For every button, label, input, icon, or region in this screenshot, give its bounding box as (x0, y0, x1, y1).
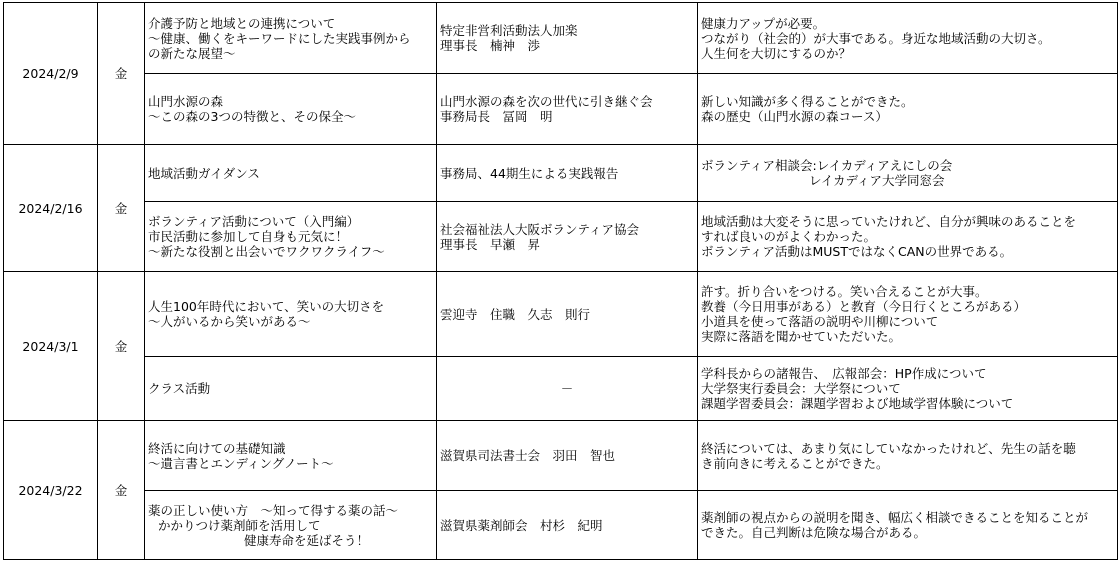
table-row (4, 421, 1118, 491)
topic-cell (145, 357, 437, 421)
topic-line: ～遺言書とエンディングノート～ (148, 455, 334, 471)
topic-line: 介護予防と地域との連携について (148, 15, 336, 31)
speaker-cell (437, 3, 698, 74)
notes-cell (698, 145, 1118, 202)
topic-line: ～人がいるから笑いがある～ (148, 314, 311, 329)
topic-line: 山門水源の森 (148, 94, 224, 109)
table-row (4, 272, 1118, 357)
topic-line: ～新たな役割と出会いでワクワクライフ～ (148, 244, 385, 259)
notes-line: 課題学習委員会：課題学習および地域学習体験について (701, 396, 1014, 411)
speaker-line: 特定非営利活動法人加楽 (440, 23, 578, 38)
notes-line: 許す。折り合いをつける。笑い合えることが大事。 (701, 284, 988, 299)
schedule-table (3, 2, 1118, 560)
notes-cell (698, 74, 1118, 145)
topic-line: クラス活動 (148, 381, 211, 396)
speaker-cell (437, 421, 698, 491)
date-cell: 2024/3/1 (4, 272, 98, 421)
notes-line: 学科長からの諸報告、 広報部会：HP作成について (701, 366, 987, 381)
speaker-cell (437, 202, 698, 272)
notes-line: できた。自己判断は危険な場合がある。 (701, 525, 927, 540)
notes-line: 実際に落語を聞かせていただいた。 (701, 329, 902, 344)
speaker-line: 雲迎寺 住職 久志 則行 (440, 306, 591, 322)
table-row (4, 3, 1118, 74)
speaker-cell (437, 491, 698, 560)
table-row (4, 74, 1118, 145)
notes-line: 小道具を使って落語の説明や川柳について (701, 314, 939, 329)
weekday-cell: 金 (98, 145, 145, 272)
speaker-line: 山門水源の森を次の世代に引き継ぐ会 (440, 94, 653, 109)
notes-line: 地域活動は大変そうに思っていたけれど、自分が興味のあることを (701, 214, 1077, 229)
speaker-line: 事務局、44期生による実践報告 (440, 165, 619, 181)
speaker-line: 理事長 早瀬 昇 (440, 236, 541, 252)
speaker-line: － (560, 381, 574, 396)
notes-line: 教養（今日用事がある）と教育（今日行くところがある） (701, 299, 1027, 314)
speaker-cell (437, 74, 698, 145)
notes-cell (698, 202, 1118, 272)
notes-line: 終活については、あまり気にしていなかったけれど、先生の話を聴 (701, 440, 1076, 456)
notes-line: すれば良いのがよくわかった。 (701, 229, 877, 244)
topic-cell (145, 145, 437, 202)
topic-line: かかりつけ薬剤師を活用して (158, 517, 321, 533)
speaker-line: 理事長 楠神 渉 (440, 38, 541, 53)
notes-cell (698, 3, 1118, 74)
notes-cell (698, 272, 1118, 357)
topic-line: ～この森の3つの特徴と、その保全～ (148, 109, 356, 124)
notes-cell (698, 491, 1118, 560)
weekday-cell: 金 (98, 421, 145, 560)
table-row (4, 491, 1118, 560)
topic-line: 終活に向けての基礎知識 (148, 440, 286, 456)
weekday-cell: 金 (98, 3, 145, 145)
table-row (4, 145, 1118, 202)
speaker-cell (437, 145, 698, 202)
date-cell: 2024/2/16 (4, 145, 98, 272)
notes-line: 健康力アップが必要。 (701, 15, 826, 31)
topic-cell (145, 202, 437, 272)
topic-line: ～健康、働くをキーワードにした実践事例から (148, 30, 411, 46)
speaker-line: 滋賀県薬剤師会 村杉 紀明 (440, 517, 603, 533)
weekday-cell: 金 (98, 272, 145, 421)
topic-cell (145, 272, 437, 357)
notes-line: 新しい知識が多く得ることができた。 (701, 94, 914, 109)
topic-line: の新たな展望～ (148, 45, 236, 61)
topic-line: 健康寿命を延ばそう！ (244, 532, 370, 548)
notes-line: き前向きに考えることができた。 (701, 455, 889, 471)
topic-cell (145, 74, 437, 145)
topic-cell (145, 421, 437, 491)
notes-cell (698, 357, 1118, 421)
topic-cell (145, 3, 437, 74)
notes-line: つながり（社会的）が大事である。身近な地域活動の大切さ。 (701, 30, 1051, 46)
speaker-cell (437, 357, 698, 421)
topic-line: 地域活動ガイダンス (148, 165, 260, 181)
table-row (4, 202, 1118, 272)
speaker-line: 滋賀県司法書士会 羽田 智也 (440, 448, 616, 463)
speaker-cell (437, 272, 698, 357)
notes-line: 森の歴史（山門水源の森コース） (701, 109, 888, 124)
topic-cell (145, 491, 437, 560)
notes-line: 大学祭実行委員会：大学祭について (701, 381, 901, 396)
notes-cell (698, 421, 1118, 491)
table-row (4, 357, 1118, 421)
notes-line: 人生何を大切にするのか？ (701, 45, 852, 61)
speaker-line: 社会福祉法人大阪ボランティア協会 (440, 221, 640, 237)
speaker-line: 事務局長 冨岡 明 (440, 109, 553, 124)
topic-line: 人生100年時代において、笑いの大切さを (148, 299, 385, 314)
topic-line: 市民活動に参加して自身も元気に！ (148, 229, 349, 244)
date-cell: 2024/2/9 (4, 3, 98, 145)
notes-line: ボランティア相談会:レイカディアえにしの会 (701, 158, 953, 173)
notes-line: レイカディア大学同窓会 (809, 173, 945, 188)
topic-line: ボランティア活動について（入門編） (148, 214, 360, 229)
notes-line: ボランティア活動はMUSTではなくCANの世界である。 (701, 244, 1013, 259)
notes-line: 薬剤師の視点からの説明を聞き、幅広く相談できることを知ることが (701, 510, 1089, 525)
topic-line: 薬の正しい使い方 ～知って得する薬の話～ (148, 502, 399, 518)
date-cell: 2024/3/22 (4, 421, 98, 560)
